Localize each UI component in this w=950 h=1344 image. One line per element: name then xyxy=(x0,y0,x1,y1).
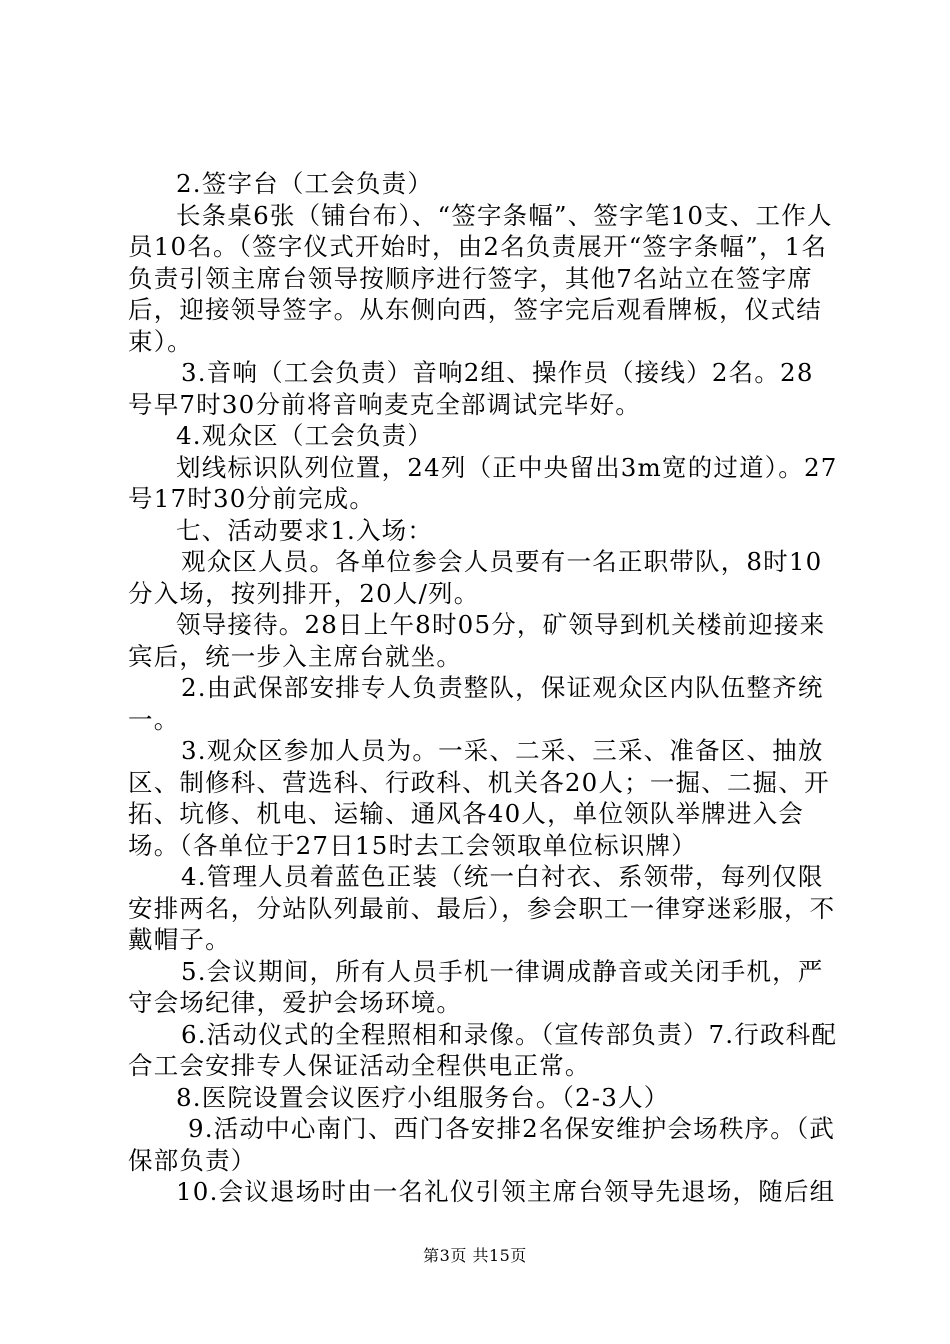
document-body xyxy=(128,168,838,1208)
paragraph: 划线标识队列位置，24列（正中央留出3m宽的过道）。27号17时30分前完成。 xyxy=(128,452,838,513)
paragraph: 4.管理人员着蓝色正装（统一白衬衣、系领带，每列仅限安排两名，分站队列最前、最后），参会职工一律穿迷彩服，不戴帽子。 xyxy=(128,862,836,954)
paragraph: 七、活动要求1.入场： xyxy=(176,515,434,545)
paragraph: 长条桌6张（铺台布）、“签字条幅”、签字笔10支、工作人员10名。（签字仪式开始时，由2名负责展开“签字条幅”，1名负责引领主席台领导按顺序进行签字，其他7名站立在签字席后，迎接领导签字。从东侧向西，签字完后观看牌板，仪式结束）。 xyxy=(128,200,833,356)
page-footer xyxy=(0,1243,950,1266)
paragraph: 2.签字台（工会负责） xyxy=(176,169,434,198)
page-number-label: 第3页 共15页 xyxy=(423,1246,527,1265)
paragraph: 3.音响（工会负责）音响2组、操作员（接线）2名。28号早7时30分前将音响麦克全部调试完毕好。 xyxy=(128,358,814,419)
paragraph: 5.会议期间，所有人员手机一律调成静音或关闭手机，严守会场纪律，爱护会场环境。 xyxy=(128,956,824,1017)
paragraph: 10.会议退场时由一名礼仪引领主席台领导先退场，随后组 xyxy=(176,1177,836,1206)
paragraph: 2.由武保部安排专人负责整队，保证观众区内队伍整齐统一。 xyxy=(128,673,824,734)
paragraph: 观众区人员。各单位参会人员要有一名正职带队，8时10分入场，按列排开，20人/列。 xyxy=(128,547,823,608)
paragraph: 领导接待。28日上午8时05分，矿领导到机关楼前迎接来宾后，统一步入主席台就坐。 xyxy=(128,610,826,671)
paragraph: 3.观众区参加人员为。一采、二采、三采、准备区、抽放区、制修科、营选科、行政科、机关各20人；一掘、二掘、开拓、坑修、机电、运输、通风各40人，单位领队举牌进入会场。（各单位于27日15时去工会领取单位标识牌） xyxy=(128,736,830,860)
paragraph: 9.活动中心南门、西门各安排2名保安维护会场秩序。（武保部负责） xyxy=(128,1114,836,1175)
paragraph: 6.活动仪式的全程照相和录像。（宣传部负责）7.行政科配合工会安排专人保证活动全程供电正常。 xyxy=(128,1019,838,1080)
paragraph: 4.观众区（工会负责） xyxy=(176,421,434,450)
paragraph: 8.医院设置会议医疗小组服务台。（2-3人） xyxy=(176,1082,670,1112)
